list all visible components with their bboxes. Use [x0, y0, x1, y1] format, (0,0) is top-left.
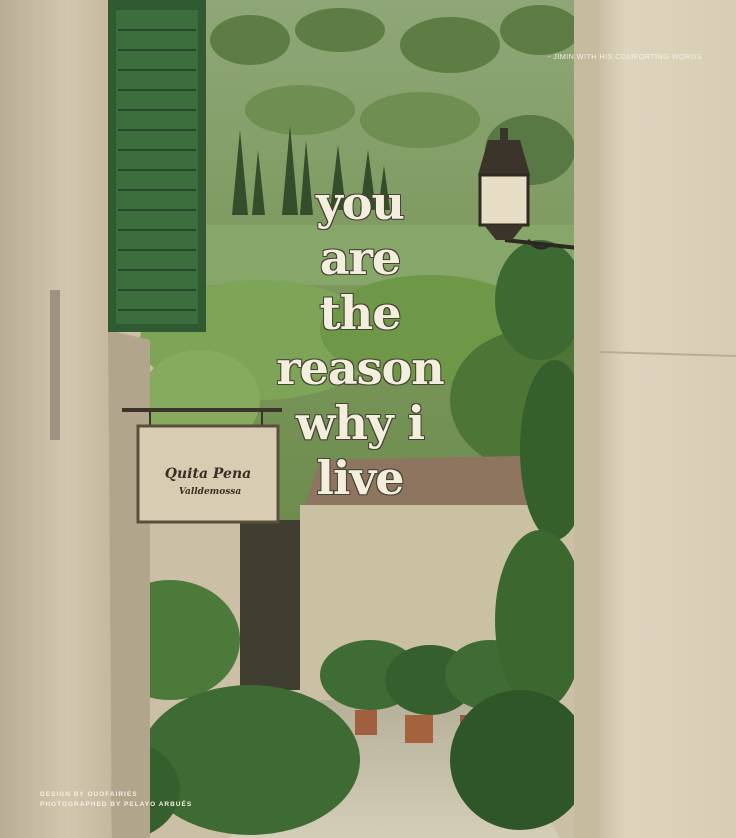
left-wall-recess: [108, 330, 150, 838]
wall-hinge: [50, 290, 60, 440]
photo-credit: PHOTOGRAPHED BY PELAYO ARBUÉS: [40, 801, 193, 808]
quote-line: you: [316, 176, 404, 230]
sign-place: Valldemossa: [178, 487, 242, 497]
house-doorway: [240, 520, 300, 690]
quote-line: reason: [276, 341, 444, 395]
right-wall: [598, 0, 736, 838]
top-credit: - JIMIN WITH HIS COMFORTING WORDS: [548, 52, 702, 61]
quote-line: why i: [295, 396, 425, 450]
bottom-credits: [40, 790, 192, 810]
right-wall-edge: [574, 0, 600, 838]
quote-line: are: [319, 231, 401, 285]
sign-name: Quita Pena: [164, 466, 252, 482]
design-credit: DESIGN BY OUOFAIRIES: [40, 791, 138, 798]
quote-text: [150, 176, 570, 506]
quote-line: the: [319, 286, 401, 340]
quote-line: live: [316, 451, 404, 505]
